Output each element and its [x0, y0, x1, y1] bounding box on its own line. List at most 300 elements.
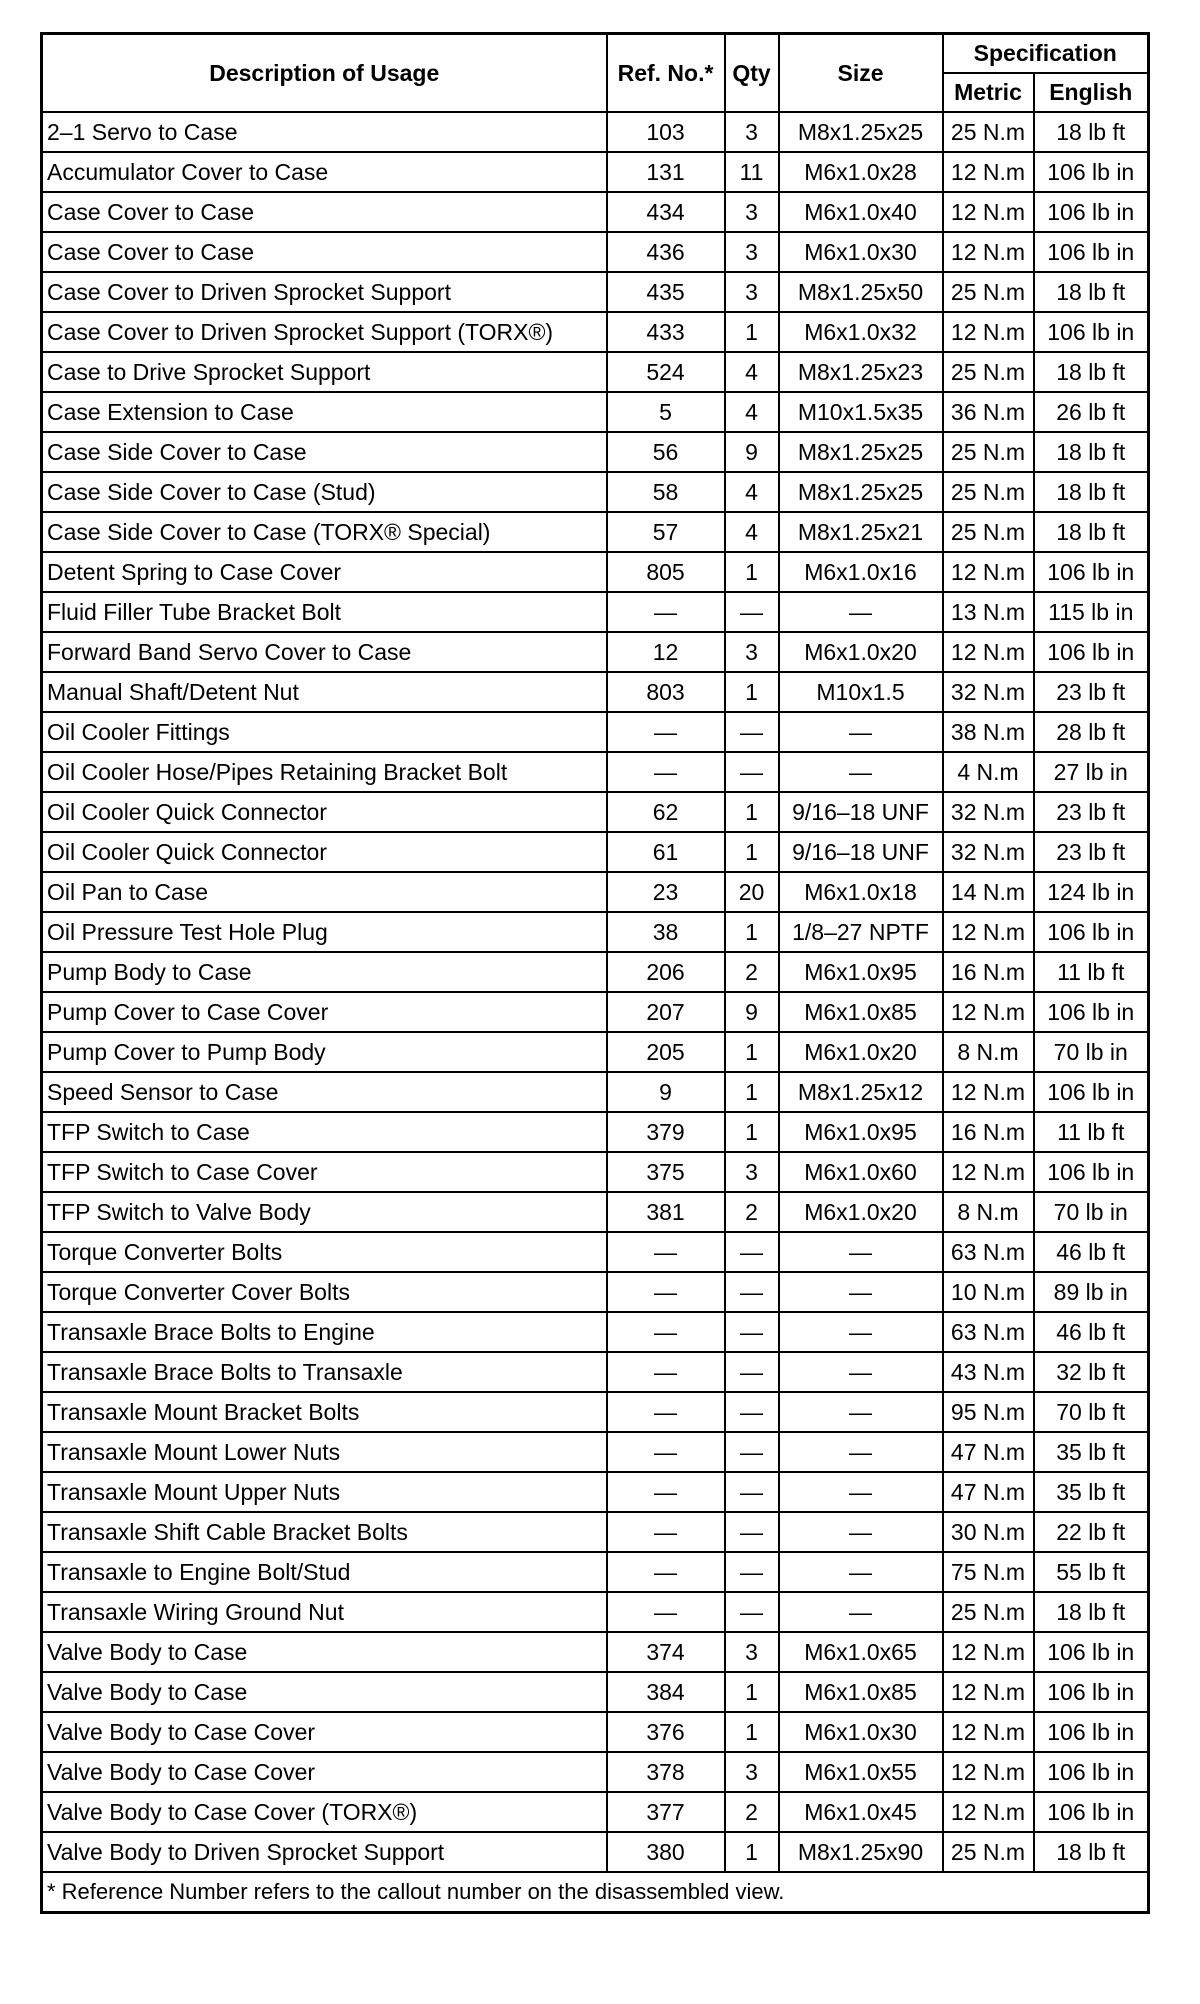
ref-no-cell: — — [607, 1232, 725, 1272]
table-row — [42, 592, 1149, 632]
metric-torque-cell: 10 N.m — [943, 1272, 1034, 1312]
metric-torque-cell: 12 N.m — [943, 1072, 1034, 1112]
description-cell: Case Cover to Driven Sprocket Support — [42, 272, 607, 312]
metric-torque-cell: 12 N.m — [943, 552, 1034, 592]
table-row — [42, 752, 1149, 792]
table-row — [42, 872, 1149, 912]
qty-cell: 1 — [725, 1832, 779, 1872]
fastener-torque-table — [40, 32, 1150, 1914]
qty-cell: — — [725, 592, 779, 632]
qty-cell: 3 — [725, 272, 779, 312]
metric-torque-cell: 95 N.m — [943, 1392, 1034, 1432]
metric-torque-cell: 12 N.m — [943, 1632, 1034, 1672]
qty-cell: 1 — [725, 1112, 779, 1152]
table-row — [42, 1592, 1149, 1632]
ref-no-cell: 5 — [607, 392, 725, 432]
size-cell: M6x1.0x20 — [779, 632, 943, 672]
metric-torque-cell: 32 N.m — [943, 832, 1034, 872]
ref-no-cell: 374 — [607, 1632, 725, 1672]
qty-cell: — — [725, 1512, 779, 1552]
ref-no-cell: 56 — [607, 432, 725, 472]
metric-torque-cell: 38 N.m — [943, 712, 1034, 752]
english-torque-cell: 106 lb in — [1034, 1152, 1149, 1192]
english-torque-cell: 70 lb in — [1034, 1192, 1149, 1232]
table-row — [42, 1432, 1149, 1472]
size-cell: M6x1.0x95 — [779, 1112, 943, 1152]
ref-no-cell: 524 — [607, 352, 725, 392]
description-cell: Transaxle Mount Upper Nuts — [42, 1472, 607, 1512]
qty-cell: 9 — [725, 992, 779, 1032]
header-qty: Qty — [725, 34, 779, 113]
ref-no-cell: — — [607, 1392, 725, 1432]
metric-torque-cell: 25 N.m — [943, 512, 1034, 552]
table-row — [42, 112, 1149, 152]
size-cell: M8x1.25x21 — [779, 512, 943, 552]
header-metric: Metric — [943, 73, 1034, 112]
ref-no-cell: 805 — [607, 552, 725, 592]
size-cell: M10x1.5x35 — [779, 392, 943, 432]
english-torque-cell: 23 lb ft — [1034, 832, 1149, 872]
qty-cell: 2 — [725, 1192, 779, 1232]
english-torque-cell: 18 lb ft — [1034, 272, 1149, 312]
ref-no-cell: 384 — [607, 1672, 725, 1712]
ref-no-cell: 61 — [607, 832, 725, 872]
size-cell: M8x1.25x25 — [779, 112, 943, 152]
english-torque-cell: 115 lb in — [1034, 592, 1149, 632]
english-torque-cell: 27 lb in — [1034, 752, 1149, 792]
metric-torque-cell: 16 N.m — [943, 1112, 1034, 1152]
qty-cell: — — [725, 1472, 779, 1512]
ref-no-cell: 433 — [607, 312, 725, 352]
description-cell: Case Side Cover to Case (Stud) — [42, 472, 607, 512]
footnote-row — [42, 1872, 1149, 1913]
table-row — [42, 912, 1149, 952]
size-cell: 9/16–18 UNF — [779, 832, 943, 872]
table-row — [42, 1272, 1149, 1312]
english-torque-cell: 46 lb ft — [1034, 1312, 1149, 1352]
english-torque-cell: 32 lb ft — [1034, 1352, 1149, 1392]
metric-torque-cell: 25 N.m — [943, 1832, 1034, 1872]
size-cell: M6x1.0x55 — [779, 1752, 943, 1792]
qty-cell: 1 — [725, 1672, 779, 1712]
metric-torque-cell: 63 N.m — [943, 1312, 1034, 1352]
header-description: Description of Usage — [42, 34, 607, 113]
ref-no-cell: — — [607, 1272, 725, 1312]
table-row — [42, 512, 1149, 552]
metric-torque-cell: 12 N.m — [943, 192, 1034, 232]
metric-torque-cell: 12 N.m — [943, 632, 1034, 672]
table-body — [42, 112, 1149, 1913]
description-cell: Transaxle Mount Bracket Bolts — [42, 1392, 607, 1432]
size-cell: — — [779, 592, 943, 632]
english-torque-cell: 124 lb in — [1034, 872, 1149, 912]
table-row — [42, 152, 1149, 192]
english-torque-cell: 11 lb ft — [1034, 1112, 1149, 1152]
metric-torque-cell: 12 N.m — [943, 1152, 1034, 1192]
size-cell: M6x1.0x60 — [779, 1152, 943, 1192]
english-torque-cell: 89 lb in — [1034, 1272, 1149, 1312]
qty-cell: 3 — [725, 1752, 779, 1792]
description-cell: Oil Cooler Quick Connector — [42, 792, 607, 832]
size-cell: — — [779, 1552, 943, 1592]
size-cell: M8x1.25x25 — [779, 432, 943, 472]
metric-torque-cell: 14 N.m — [943, 872, 1034, 912]
size-cell: — — [779, 1352, 943, 1392]
description-cell: Transaxle Brace Bolts to Engine — [42, 1312, 607, 1352]
header-ref-no: Ref. No.* — [607, 34, 725, 113]
qty-cell: — — [725, 712, 779, 752]
qty-cell: — — [725, 1352, 779, 1392]
qty-cell: — — [725, 752, 779, 792]
english-torque-cell: 106 lb in — [1034, 232, 1149, 272]
table-row — [42, 1632, 1149, 1672]
english-torque-cell: 106 lb in — [1034, 1712, 1149, 1752]
size-cell: — — [779, 712, 943, 752]
english-torque-cell: 18 lb ft — [1034, 1592, 1149, 1632]
size-cell: — — [779, 752, 943, 792]
english-torque-cell: 106 lb in — [1034, 1672, 1149, 1712]
metric-torque-cell: 47 N.m — [943, 1432, 1034, 1472]
ref-no-cell: 207 — [607, 992, 725, 1032]
table-row — [42, 1112, 1149, 1152]
description-cell: Accumulator Cover to Case — [42, 152, 607, 192]
english-torque-cell: 46 lb ft — [1034, 1232, 1149, 1272]
english-torque-cell: 22 lb ft — [1034, 1512, 1149, 1552]
metric-torque-cell: 43 N.m — [943, 1352, 1034, 1392]
qty-cell: — — [725, 1272, 779, 1312]
english-torque-cell: 106 lb in — [1034, 992, 1149, 1032]
description-cell: Case Side Cover to Case — [42, 432, 607, 472]
metric-torque-cell: 12 N.m — [943, 1672, 1034, 1712]
table-row — [42, 1072, 1149, 1112]
english-torque-cell: 55 lb ft — [1034, 1552, 1149, 1592]
description-cell: Case Extension to Case — [42, 392, 607, 432]
qty-cell: 3 — [725, 1632, 779, 1672]
qty-cell: 3 — [725, 112, 779, 152]
header-english: English — [1034, 73, 1149, 112]
description-cell: Case Side Cover to Case (TORX® Special) — [42, 512, 607, 552]
metric-torque-cell: 8 N.m — [943, 1192, 1034, 1232]
ref-no-cell: 381 — [607, 1192, 725, 1232]
size-cell: — — [779, 1592, 943, 1632]
english-torque-cell: 70 lb in — [1034, 1032, 1149, 1072]
metric-torque-cell: 8 N.m — [943, 1032, 1034, 1072]
qty-cell: 1 — [725, 1072, 779, 1112]
ref-no-cell: — — [607, 1552, 725, 1592]
table-row — [42, 1672, 1149, 1712]
table-row — [42, 272, 1149, 312]
description-cell: Oil Cooler Quick Connector — [42, 832, 607, 872]
english-torque-cell: 18 lb ft — [1034, 352, 1149, 392]
header-size: Size — [779, 34, 943, 113]
size-cell: — — [779, 1232, 943, 1272]
english-torque-cell: 106 lb in — [1034, 1072, 1149, 1112]
description-cell: Case Cover to Case — [42, 192, 607, 232]
table-row — [42, 952, 1149, 992]
description-cell: Pump Cover to Case Cover — [42, 992, 607, 1032]
size-cell: — — [779, 1312, 943, 1352]
qty-cell: 1 — [725, 312, 779, 352]
size-cell: M6x1.0x28 — [779, 152, 943, 192]
metric-torque-cell: 12 N.m — [943, 232, 1034, 272]
qty-cell: 2 — [725, 952, 779, 992]
qty-cell: 1 — [725, 1712, 779, 1752]
table-row — [42, 352, 1149, 392]
description-cell: Valve Body to Driven Sprocket Support — [42, 1832, 607, 1872]
description-cell: TFP Switch to Case — [42, 1112, 607, 1152]
english-torque-cell: 28 lb ft — [1034, 712, 1149, 752]
english-torque-cell: 106 lb in — [1034, 912, 1149, 952]
metric-torque-cell: 32 N.m — [943, 672, 1034, 712]
table-row — [42, 1232, 1149, 1272]
table-row — [42, 1352, 1149, 1392]
table-row — [42, 792, 1149, 832]
english-torque-cell: 106 lb in — [1034, 1632, 1149, 1672]
size-cell: M8x1.25x50 — [779, 272, 943, 312]
ref-no-cell: — — [607, 1312, 725, 1352]
metric-torque-cell: 12 N.m — [943, 992, 1034, 1032]
description-cell: Case to Drive Sprocket Support — [42, 352, 607, 392]
description-cell: Oil Pan to Case — [42, 872, 607, 912]
english-torque-cell: 35 lb ft — [1034, 1472, 1149, 1512]
table-row — [42, 1752, 1149, 1792]
size-cell: M8x1.25x90 — [779, 1832, 943, 1872]
metric-torque-cell: 12 N.m — [943, 1712, 1034, 1752]
metric-torque-cell: 75 N.m — [943, 1552, 1034, 1592]
size-cell: M6x1.0x16 — [779, 552, 943, 592]
table-row — [42, 232, 1149, 272]
english-torque-cell: 35 lb ft — [1034, 1432, 1149, 1472]
metric-torque-cell: 4 N.m — [943, 752, 1034, 792]
english-torque-cell: 106 lb in — [1034, 1792, 1149, 1832]
ref-no-cell: 205 — [607, 1032, 725, 1072]
english-torque-cell: 106 lb in — [1034, 1752, 1149, 1792]
table-row — [42, 192, 1149, 232]
ref-no-cell: 377 — [607, 1792, 725, 1832]
qty-cell: 1 — [725, 1032, 779, 1072]
qty-cell: 11 — [725, 152, 779, 192]
header-specification: Specification — [943, 34, 1149, 74]
size-cell: 9/16–18 UNF — [779, 792, 943, 832]
metric-torque-cell: 25 N.m — [943, 472, 1034, 512]
size-cell: M8x1.25x25 — [779, 472, 943, 512]
size-cell: M6x1.0x85 — [779, 992, 943, 1032]
size-cell: M6x1.0x20 — [779, 1192, 943, 1232]
size-cell: M6x1.0x95 — [779, 952, 943, 992]
size-cell: M6x1.0x40 — [779, 192, 943, 232]
size-cell: 1/8–27 NPTF — [779, 912, 943, 952]
table-row — [42, 1312, 1149, 1352]
description-cell: Transaxle Wiring Ground Nut — [42, 1592, 607, 1632]
english-torque-cell: 18 lb ft — [1034, 1832, 1149, 1872]
description-cell: Oil Cooler Hose/Pipes Retaining Bracket Bolt — [42, 752, 607, 792]
description-cell: TFP Switch to Valve Body — [42, 1192, 607, 1232]
size-cell: M10x1.5 — [779, 672, 943, 712]
ref-no-cell: 434 — [607, 192, 725, 232]
table-row — [42, 832, 1149, 872]
table-row — [42, 1552, 1149, 1592]
table-row — [42, 312, 1149, 352]
ref-no-cell: — — [607, 1352, 725, 1392]
ref-no-cell: 58 — [607, 472, 725, 512]
metric-torque-cell: 12 N.m — [943, 312, 1034, 352]
description-cell: Torque Converter Bolts — [42, 1232, 607, 1272]
description-cell: Pump Body to Case — [42, 952, 607, 992]
size-cell: M6x1.0x30 — [779, 1712, 943, 1752]
ref-no-cell: 379 — [607, 1112, 725, 1152]
description-cell: 2–1 Servo to Case — [42, 112, 607, 152]
qty-cell: 3 — [725, 192, 779, 232]
qty-cell: 1 — [725, 832, 779, 872]
metric-torque-cell: 16 N.m — [943, 952, 1034, 992]
ref-no-cell: 803 — [607, 672, 725, 712]
qty-cell: — — [725, 1552, 779, 1592]
metric-torque-cell: 12 N.m — [943, 1792, 1034, 1832]
metric-torque-cell: 12 N.m — [943, 152, 1034, 192]
qty-cell: 9 — [725, 432, 779, 472]
metric-torque-cell: 36 N.m — [943, 392, 1034, 432]
description-cell: Oil Cooler Fittings — [42, 712, 607, 752]
ref-no-cell: — — [607, 1432, 725, 1472]
qty-cell: 4 — [725, 472, 779, 512]
metric-torque-cell: 12 N.m — [943, 1752, 1034, 1792]
metric-torque-cell: 13 N.m — [943, 592, 1034, 632]
english-torque-cell: 18 lb ft — [1034, 512, 1149, 552]
description-cell: Case Cover to Driven Sprocket Support (TORX®) — [42, 312, 607, 352]
description-cell: Transaxle Mount Lower Nuts — [42, 1432, 607, 1472]
table-row — [42, 1792, 1149, 1832]
table-row — [42, 1512, 1149, 1552]
size-cell: — — [779, 1512, 943, 1552]
qty-cell: 3 — [725, 1152, 779, 1192]
ref-no-cell: 103 — [607, 112, 725, 152]
description-cell: Case Cover to Case — [42, 232, 607, 272]
qty-cell: 4 — [725, 392, 779, 432]
ref-no-cell: 380 — [607, 1832, 725, 1872]
qty-cell: 1 — [725, 912, 779, 952]
description-cell: Transaxle Brace Bolts to Transaxle — [42, 1352, 607, 1392]
ref-no-cell: 206 — [607, 952, 725, 992]
description-cell: Fluid Filler Tube Bracket Bolt — [42, 592, 607, 632]
qty-cell: 1 — [725, 792, 779, 832]
metric-torque-cell: 25 N.m — [943, 352, 1034, 392]
ref-no-cell: 57 — [607, 512, 725, 552]
size-cell: M6x1.0x18 — [779, 872, 943, 912]
size-cell: M6x1.0x30 — [779, 232, 943, 272]
table-row — [42, 1152, 1149, 1192]
table-row — [42, 472, 1149, 512]
size-cell: — — [779, 1392, 943, 1432]
ref-no-cell: 375 — [607, 1152, 725, 1192]
english-torque-cell: 23 lb ft — [1034, 672, 1149, 712]
english-torque-cell: 106 lb in — [1034, 312, 1149, 352]
qty-cell: 1 — [725, 672, 779, 712]
description-cell: Manual Shaft/Detent Nut — [42, 672, 607, 712]
table-row — [42, 1472, 1149, 1512]
metric-torque-cell: 12 N.m — [943, 912, 1034, 952]
qty-cell: 20 — [725, 872, 779, 912]
english-torque-cell: 70 lb ft — [1034, 1392, 1149, 1432]
size-cell: M6x1.0x65 — [779, 1632, 943, 1672]
english-torque-cell: 106 lb in — [1034, 152, 1149, 192]
ref-no-cell: 62 — [607, 792, 725, 832]
description-cell: Transaxle Shift Cable Bracket Bolts — [42, 1512, 607, 1552]
qty-cell: 3 — [725, 632, 779, 672]
description-cell: Valve Body to Case Cover (TORX®) — [42, 1792, 607, 1832]
ref-no-cell: 378 — [607, 1752, 725, 1792]
table-row — [42, 392, 1149, 432]
qty-cell: 4 — [725, 512, 779, 552]
english-torque-cell: 18 lb ft — [1034, 432, 1149, 472]
description-cell: Transaxle to Engine Bolt/Stud — [42, 1552, 607, 1592]
description-cell: Forward Band Servo Cover to Case — [42, 632, 607, 672]
metric-torque-cell: 47 N.m — [943, 1472, 1034, 1512]
metric-torque-cell: 25 N.m — [943, 432, 1034, 472]
table-row — [42, 992, 1149, 1032]
size-cell: M8x1.25x12 — [779, 1072, 943, 1112]
ref-no-cell: — — [607, 752, 725, 792]
english-torque-cell: 11 lb ft — [1034, 952, 1149, 992]
size-cell: — — [779, 1272, 943, 1312]
qty-cell: — — [725, 1392, 779, 1432]
footnote: * Reference Number refers to the callout number on the disassembled view. — [42, 1872, 1149, 1913]
description-cell: Valve Body to Case — [42, 1632, 607, 1672]
qty-cell: — — [725, 1592, 779, 1632]
ref-no-cell: 436 — [607, 232, 725, 272]
qty-cell: 4 — [725, 352, 779, 392]
table-header — [42, 34, 1149, 113]
english-torque-cell: 106 lb in — [1034, 552, 1149, 592]
qty-cell: — — [725, 1432, 779, 1472]
ref-no-cell: 12 — [607, 632, 725, 672]
table-row — [42, 672, 1149, 712]
english-torque-cell: 23 lb ft — [1034, 792, 1149, 832]
qty-cell: 1 — [725, 552, 779, 592]
english-torque-cell: 106 lb in — [1034, 632, 1149, 672]
size-cell: M6x1.0x20 — [779, 1032, 943, 1072]
ref-no-cell: — — [607, 592, 725, 632]
qty-cell: 2 — [725, 1792, 779, 1832]
table-row — [42, 1192, 1149, 1232]
metric-torque-cell: 63 N.m — [943, 1232, 1034, 1272]
size-cell: M6x1.0x32 — [779, 312, 943, 352]
table-row — [42, 632, 1149, 672]
table-row — [42, 1712, 1149, 1752]
description-cell: Pump Cover to Pump Body — [42, 1032, 607, 1072]
ref-no-cell: 376 — [607, 1712, 725, 1752]
ref-no-cell: — — [607, 1512, 725, 1552]
english-torque-cell: 26 lb ft — [1034, 392, 1149, 432]
qty-cell: — — [725, 1312, 779, 1352]
description-cell: Valve Body to Case Cover — [42, 1752, 607, 1792]
table-row — [42, 552, 1149, 592]
ref-no-cell: 131 — [607, 152, 725, 192]
qty-cell: 3 — [725, 232, 779, 272]
english-torque-cell: 106 lb in — [1034, 192, 1149, 232]
english-torque-cell: 18 lb ft — [1034, 472, 1149, 512]
ref-no-cell: 23 — [607, 872, 725, 912]
description-cell: TFP Switch to Case Cover — [42, 1152, 607, 1192]
english-torque-cell: 18 lb ft — [1034, 112, 1149, 152]
table-row — [42, 1832, 1149, 1872]
description-cell: Valve Body to Case — [42, 1672, 607, 1712]
description-cell: Oil Pressure Test Hole Plug — [42, 912, 607, 952]
ref-no-cell: 9 — [607, 1072, 725, 1112]
size-cell: — — [779, 1472, 943, 1512]
metric-torque-cell: 25 N.m — [943, 272, 1034, 312]
ref-no-cell: — — [607, 1592, 725, 1632]
size-cell: M6x1.0x85 — [779, 1672, 943, 1712]
